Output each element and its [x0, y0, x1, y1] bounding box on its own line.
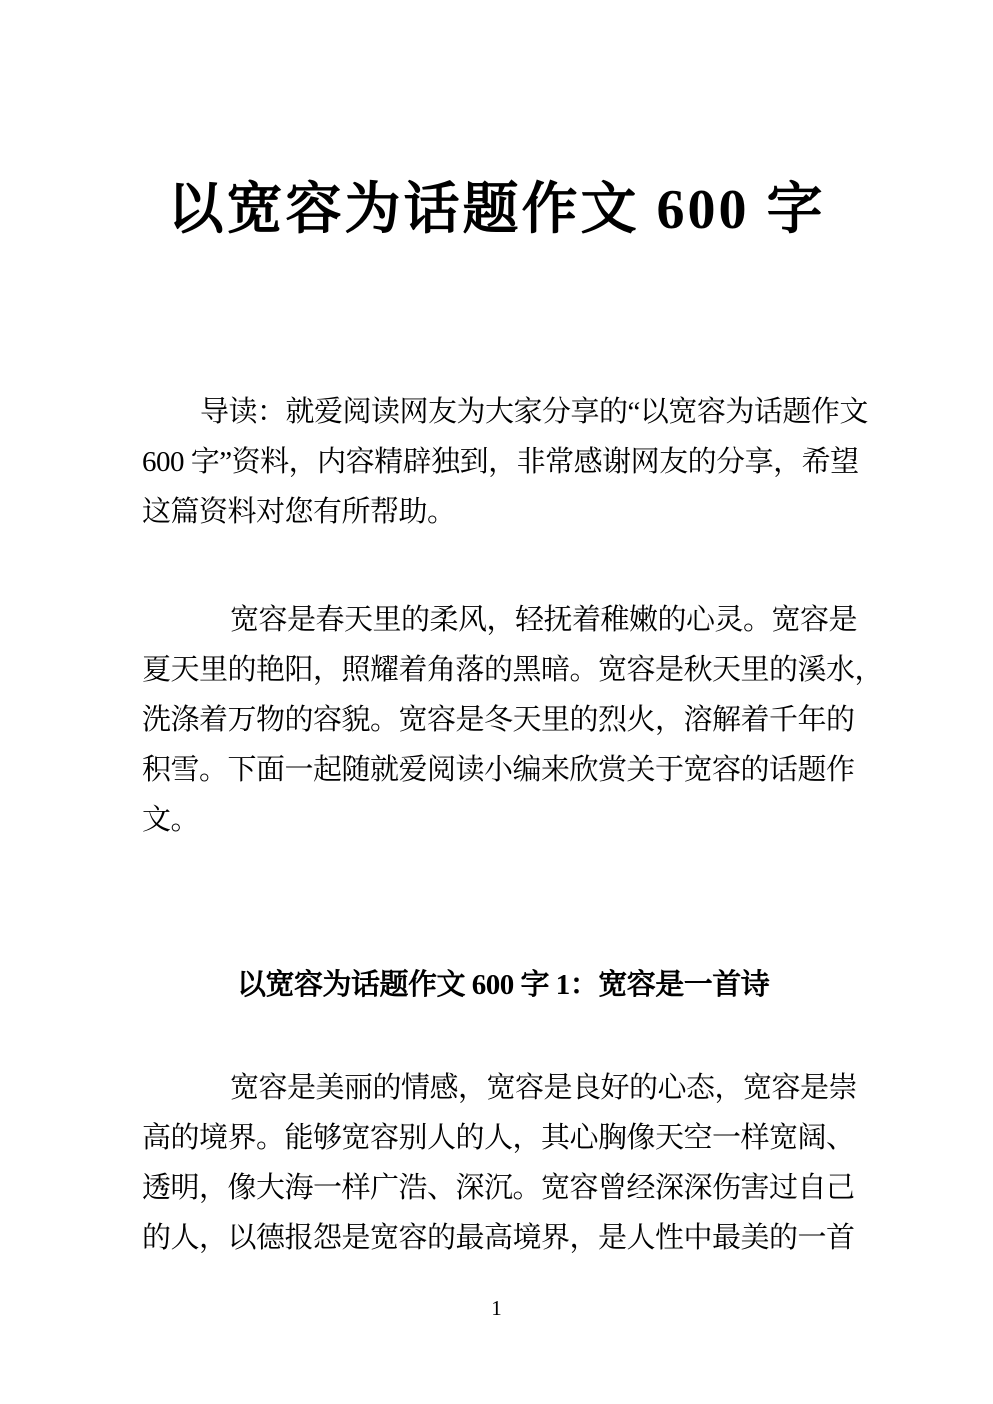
text-line: 宽容是美丽的情感，宽容是良好的心态，宽容是崇 [230, 1072, 858, 1104]
text-line: 这篇资料对您有所帮助。 [142, 496, 456, 528]
seasons-paragraph [142, 595, 883, 845]
text-line: 宽容是春天里的柔风，轻抚着稚嫩的心灵。宽容是 [230, 604, 858, 636]
essay-section-heading: 以宽容为话题作文 600 字 1：宽容是一首诗 [237, 969, 770, 1001]
page-number: 1 [491, 1296, 502, 1320]
text-line: 积雪。下面一起随就爱阅读小编来欣赏关于宽容的话题作 [142, 754, 855, 786]
text-line: 文。 [142, 804, 200, 836]
poem-paragraph [142, 1063, 857, 1263]
text-line: 透明，像大海一样广浩、深沉。宽容曾经深深伤害过自己 [142, 1172, 855, 1204]
intro-paragraph [142, 387, 868, 537]
text-line: 的人，以德报怨是宽容的最高境界，是人性中最美的一首 [142, 1222, 855, 1254]
document-title: 以宽容为话题作文 600 字 [167, 179, 826, 241]
text-line: 夏天里的艳阳，照耀着角落的黑暗。宽容是秋天里的溪水， [142, 654, 884, 686]
text-line: 洗涤着万物的容貌。宽容是冬天里的烈火，溶解着千年的 [142, 704, 855, 736]
text-line: 600 字”资料，内容精辟独到，非常感谢网友的分享，希望 [142, 446, 859, 478]
text-line: 导读：就爱阅读网友为大家分享的“以宽容为话题作文 [200, 396, 868, 428]
text-line: 高的境界。能够宽容别人的人，其心胸像天空一样宽阔、 [142, 1122, 855, 1154]
